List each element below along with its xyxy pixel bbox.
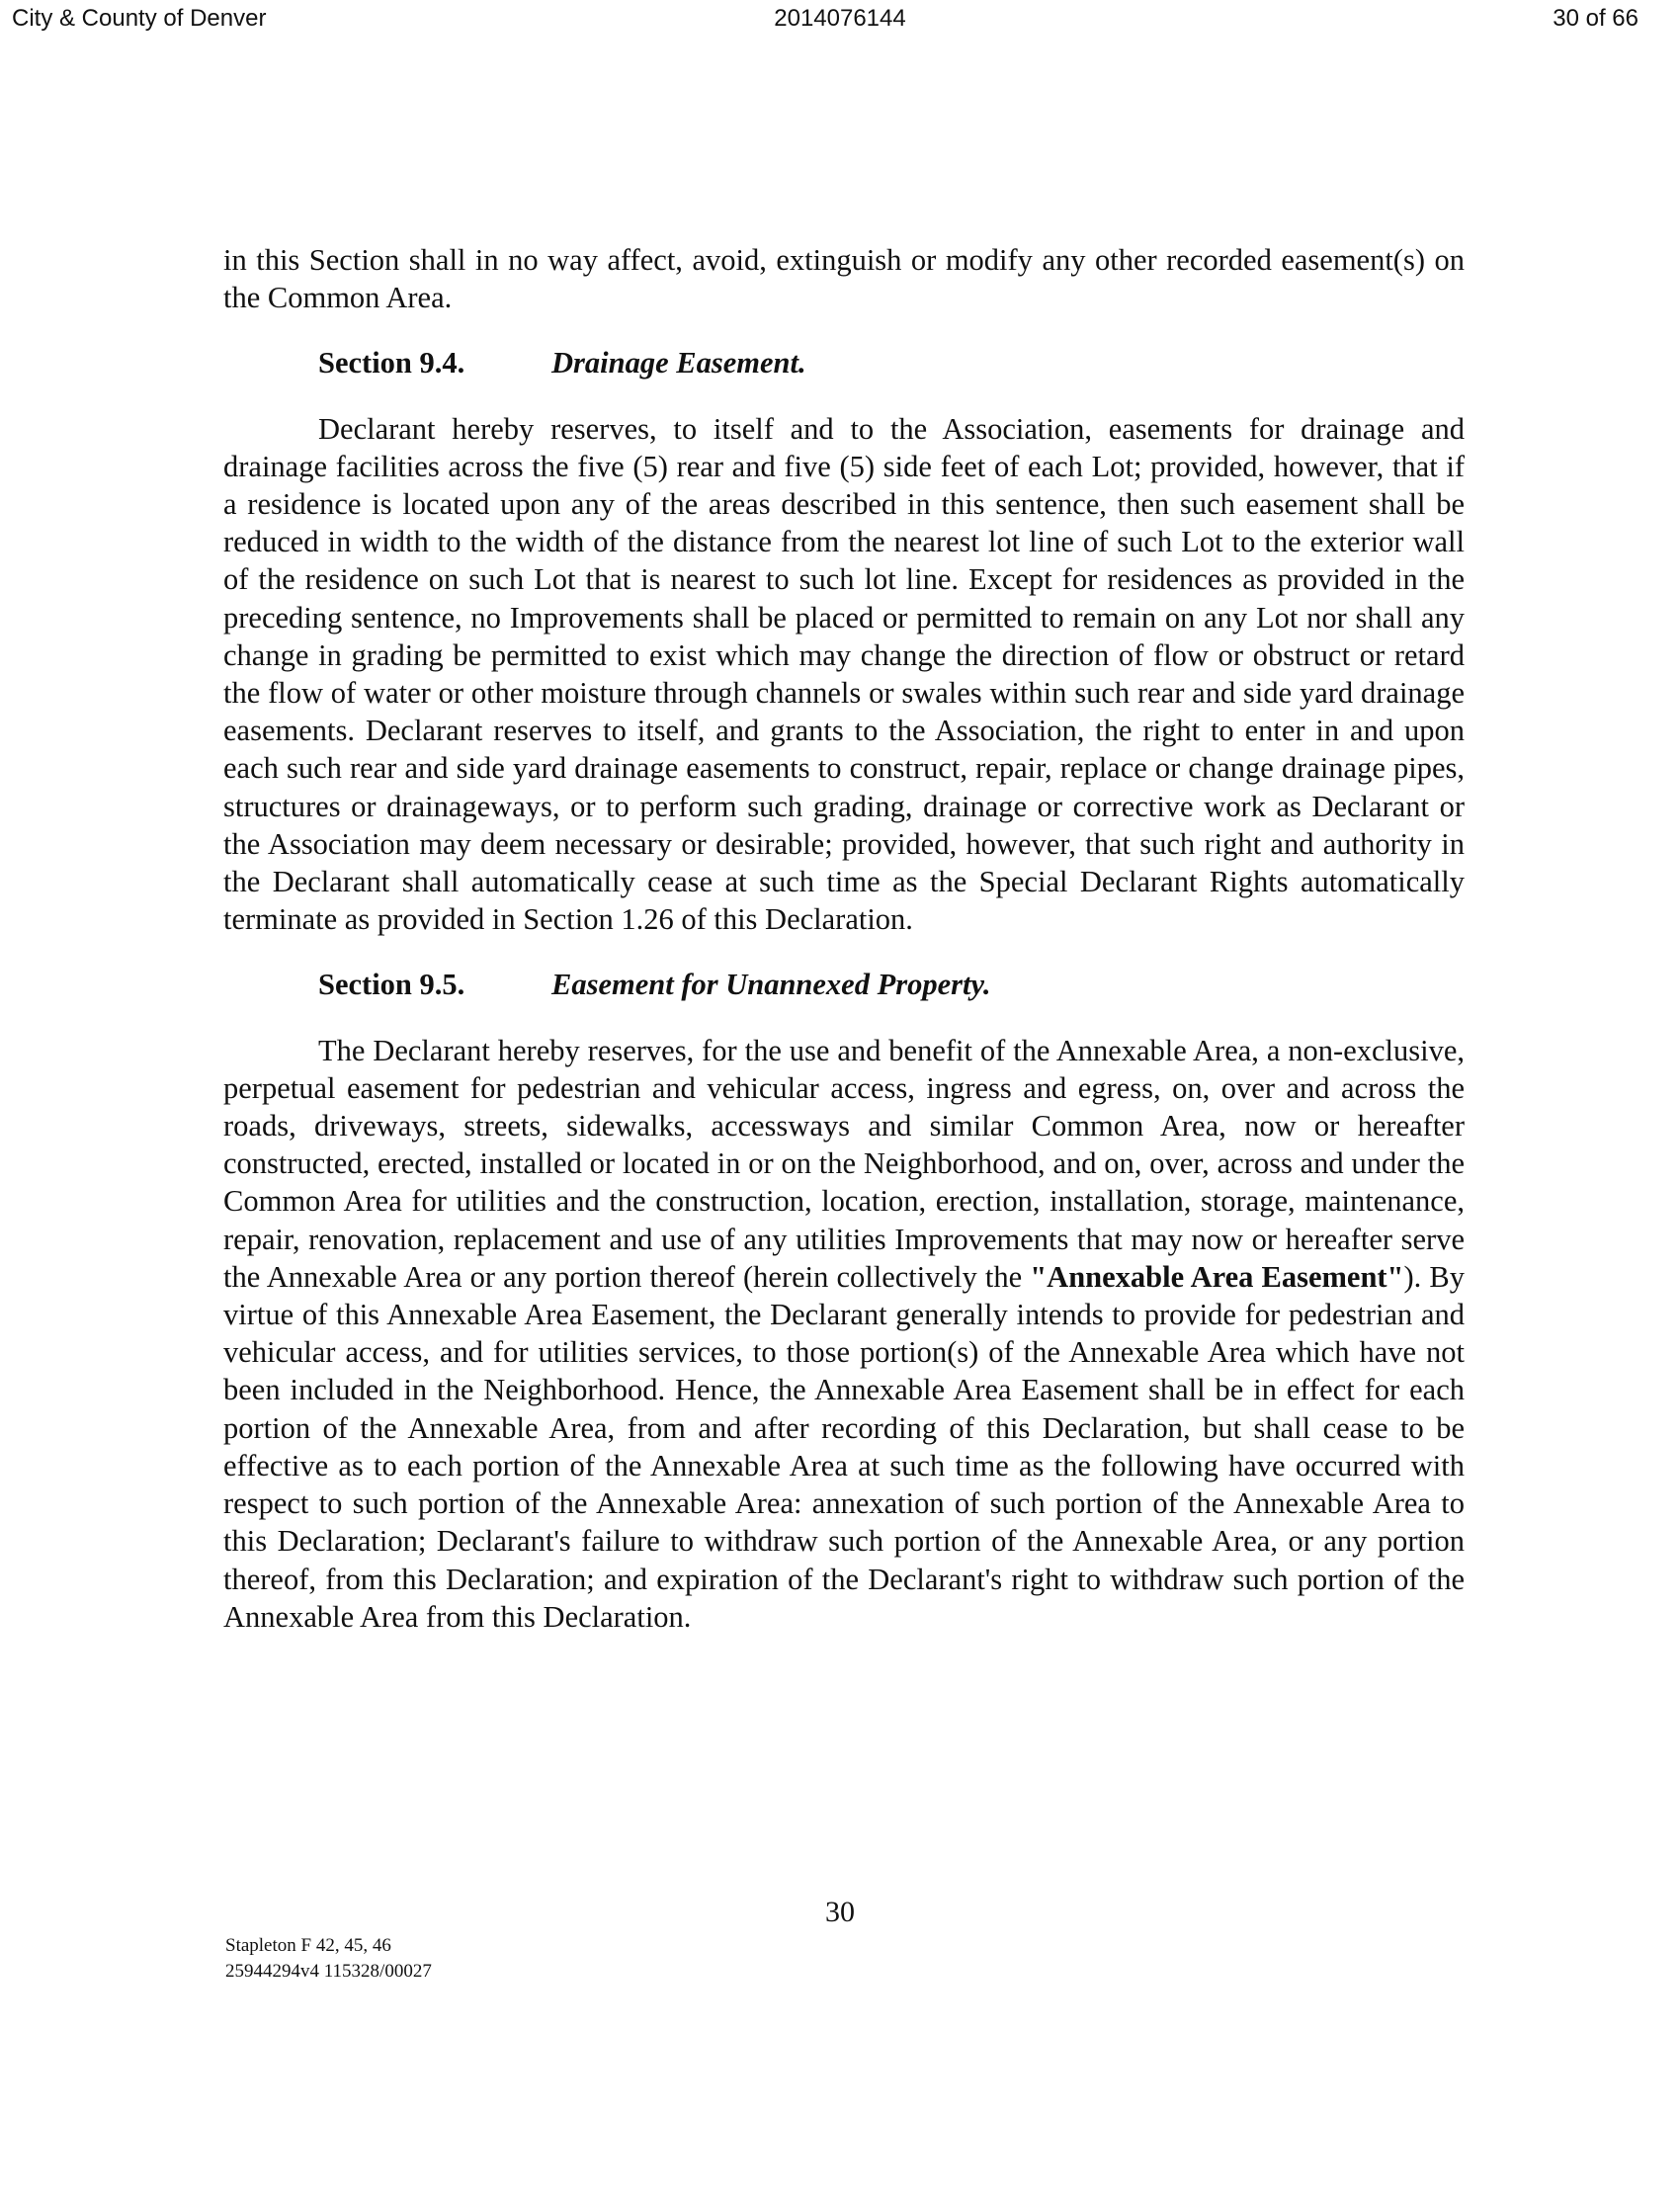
header-page-count: 30 of 66 (1553, 5, 1638, 32)
section-9-5-number: Section 9.5. (318, 968, 465, 1002)
page-number: 30 (825, 1896, 855, 1928)
document-body (223, 241, 1465, 1636)
continuation-paragraph: in this Section shall in no way affect, avoid, extinguish or modify any other recorded easement(s) on the Common Area. (223, 243, 1465, 315)
footer-project-line: Stapleton F 42, 45, 46 (225, 1935, 391, 1956)
section-9-4-heading (223, 344, 1465, 381)
section-9-5-heading (223, 966, 1465, 1003)
header-county: City & County of Denver (12, 5, 267, 32)
section-9-5-body (223, 1032, 1465, 1636)
section-9-5-body-part2: ). By virtue of this Annexable Area Easement, the Declarant generally intends to provide for pedestrian and vehicular access, and for utilities services, to those portion(s) of the Annexable Area which have not been included in the Neighborhood. Hence, the Annexable Area Easement shall be in effect for each portion of the Annexable Area, from and after recording of this Declaration, but shall cease to be effective as to each portion of the Annexable Area at such time as the following have occurred with respect to such portion of the Annexable Area: annexation of such portion of the Annexable Area to this Declaration; Declarant's failure to withdraw such portion of the Annexable Area, or any portion thereof, from this Declaration; and expiration of the Declarant's right to withdraw such portion of the Annexable Area from this Declaration. (223, 1259, 1465, 1634)
footer-document-id: 25944294v4 115328/00027 (225, 1961, 432, 1982)
defined-term: "Annexable Area Easement" (1030, 1259, 1404, 1294)
document-footer (225, 1933, 432, 1985)
section-9-4-title: Drainage Easement. (551, 346, 806, 381)
section-9-5-body-part1: The Declarant hereby reserves, for the use and benefit of the Annexable Area, a non-exclusive, perpetual easement for pedestrian and vehicular access, ingress and egress, on, over and across the roads, driveways, streets, sidewalks, accessways and similar Common Area, now or hereafter constructed, erected, installed or located in or on the Neighborhood, and on, over, across and under the Common Area for utilities and the construction, location, erection, installation, storage, maintenance, repair, renovation, replacement and use of any utilities Improvements that may now or hereafter serve the Annexable Area or any portion thereof (herein collectively the (223, 1033, 1465, 1294)
section-9-5-title: Easement for Unannexed Property. (551, 968, 991, 1002)
section-9-4-body: Declarant hereby reserves, to itself and to the Association, easements for drainage and drainage facilities across the five (5) rear and five (5) side feet of each Lot; provided, however, that if a residence is located upon any of the areas described in this sentence, then such easement shall be reduced in width to the width of the distance from the nearest lot line of such Lot to the exterior wall of the residence on such Lot that is nearest to such lot line. Except for residences as provided in the preceding sentence, no Improvements shall be placed or permitted to remain on any Lot nor shall any change in grading be permitted to exist which may change the direction of flow or obstruct or retard the flow of water or other moisture through channels or swales within such rear and side yard drainage easements. Declarant reserves to itself, and grants to the Association, the right to enter in and upon each such rear and side yard drainage easements to construct, repair, replace or change drainage pipes, structures or drainageways, or to perform such grading, drainage or corrective work as Declarant or the Association may deem necessary or desirable; provided, however, that such right and authority in the Declarant shall automatically cease at such time as the Special Declarant Rights automatically terminate as provided in Section 1.26 of this Declaration. (223, 411, 1465, 937)
section-9-4-number: Section 9.4. (318, 346, 465, 381)
header-reception-number: 2014076144 (774, 5, 906, 32)
